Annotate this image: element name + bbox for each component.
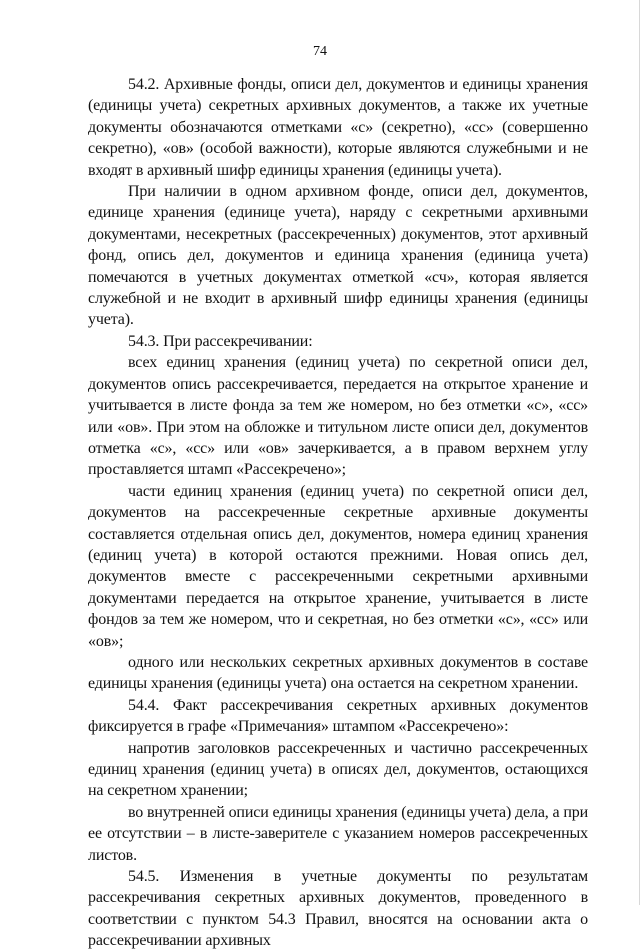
- paragraph-single-document: одного или нескольких секретных архивных документов в составе единицы хранения (единицы учета) она остается на секретном хранении.: [88, 653, 588, 693]
- paragraph-54-5: 54.5. Изменения в учетные документы по результатам рассекречивания секретных архивных документов, проведенного в соответствии с пунктом 54.3 Правил, вносятся на основании акта о рассекречивании архивных: [88, 868, 588, 950]
- document-body: [88, 74, 588, 952]
- paragraph-internal-inventory: во внутренней описи единицы хранения (единицы учета) дела, а при ее отсутствии – в листе-заверителе с указанием номеров рассекреченных листов.: [88, 803, 588, 864]
- paragraph-headings: напротив заголовков рассекреченных и частично рассекреченных единиц хранения (единиц учета) в описях дел, документов, остающихся на секретном хранении;: [88, 739, 588, 800]
- page-number: 74: [313, 44, 327, 59]
- paragraph-54-3: 54.3. При рассекречивании:: [128, 332, 313, 350]
- paragraph-54-2: 54.2. Архивные фонды, описи дел, документов и единицы хранения (единицы учета) секретных архивных документов, а также их учетные документы обозначаются отметками «с» (секретно), «сс» (совершенно секретно), «ов» (особой важности), которые являются служебными и не входят в архивный шифр единицы хранения (единицы учета).: [88, 76, 588, 179]
- paragraph-mixed-fund: При наличии в одном архивном фонде, описи дел, документов, единице хранения (единице учета), наряду с секретными архивными документами, несекретных (рассекреченных) документов, этот архивный фонд, опись дел, документов и единица хранения (единица учета) помечаются в учетных документах отметкой «сч», которая является служебной и не входит в архивный шифр единицы хранения (единицы учета).: [88, 183, 588, 329]
- paragraph-54-4: 54.4. Факт рассекречивания секретных архивных документов фиксируется в графе «Примечания» штампом «Рассекречено»:: [88, 696, 588, 736]
- paragraph-part-units: части единиц хранения (единиц учета) по секретной описи дел, документов на рассекреченные секретные архивные документы составляется отдельная опись дел, документов, номера единиц хранения (единиц учета) в которой остаются прежними. Новая опись дел, документов вместе с рассекреченными секретными архивными документами передается на открытое хранение, учитывается в листе фондов за тем же номером, что и секретная, но без отметки «с», «сс» или «ов»;: [88, 482, 588, 650]
- paragraph-all-units: всех единиц хранения (единиц учета) по секретной описи дел, документов опись рассекречивается, передается на открытое хранение и учитывается в листе фонда за тем же номером, но без отметки «с», «сс» или «ов». При этом на обложке и титульном листе описи дел, документов отметка «с», «сс» или «ов» зачеркивается, а в правом верхнем углу проставляется штамп «Рассекречено»;: [88, 354, 588, 479]
